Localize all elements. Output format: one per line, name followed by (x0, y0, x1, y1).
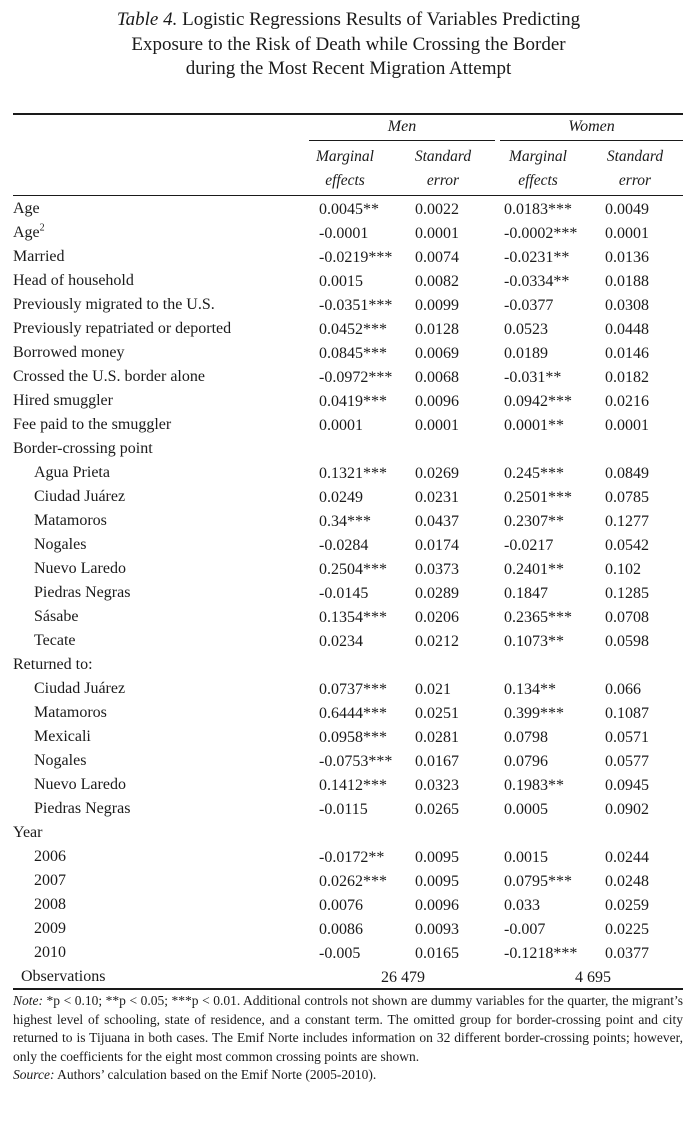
men-standard-error: 0.021 (415, 681, 451, 698)
men-standard-error: 0.0001 (415, 417, 459, 434)
men-marginal-effect: -0.0219*** (319, 249, 393, 266)
section-heading-row (13, 437, 683, 461)
women-standard-error: 0.0902 (605, 801, 649, 818)
table-row (13, 701, 683, 725)
men-group-header: Men (387, 118, 417, 135)
men-standard-error: 0.0251 (415, 705, 459, 722)
women-marginal-effect: 0.1847 (504, 585, 548, 602)
section-heading-row (13, 821, 683, 845)
table-title (0, 8, 697, 82)
men-standard-error: 0.0068 (415, 369, 459, 386)
men-marginal-effect: 0.1412*** (319, 777, 387, 794)
row-label: Tecate (34, 632, 76, 649)
men-standard-error: 0.0212 (415, 633, 459, 650)
row-label: Nogales (34, 752, 87, 769)
women-standard-error: 0.0785 (605, 489, 649, 506)
men-marginal-effect: -0.0001 (319, 225, 369, 242)
women-marginal-header: Marginal effects (509, 148, 567, 189)
row-label: Matamoros (34, 704, 107, 721)
men-marginal-effect: 0.0452*** (319, 321, 387, 338)
table-row (13, 917, 683, 941)
table-row (13, 389, 683, 413)
women-standard-error: 0.0001 (605, 417, 649, 434)
source-paragraph: Source: Authors’ calculation based on the Emif Norte (2005-2010). (13, 1067, 377, 1083)
men-marginal-effect: 0.34*** (319, 513, 371, 530)
women-marginal-effect: 0.0796 (504, 753, 548, 770)
row-label: Returned to: (13, 656, 93, 673)
table-row (13, 629, 683, 653)
title-line-2: Exposure to the Risk of Death while Crossing the Border (131, 33, 566, 55)
women-observations: 4 695 (575, 969, 611, 986)
bottom-rule (13, 988, 683, 990)
women-marginal-effect: 0.0189 (504, 345, 548, 362)
table-row (13, 245, 683, 269)
women-standard-error: 0.0182 (605, 369, 649, 386)
row-label: Nuevo Laredo (34, 560, 126, 577)
women-marginal-effect: 0.2501*** (504, 489, 572, 506)
men-marginal-effect: 0.1321*** (319, 465, 387, 482)
men-marginal-effect: 0.0015 (319, 273, 363, 290)
women-marginal-effect: 0.134** (504, 681, 556, 698)
men-standard-error: 0.0289 (415, 585, 459, 602)
men-marginal-effect: 0.0086 (319, 921, 363, 938)
men-standard-error: 0.0095 (415, 873, 459, 890)
men-standard-error: 0.0099 (415, 297, 459, 314)
women-standard-error: 0.066 (605, 681, 641, 698)
row-label: Borrowed money (13, 344, 125, 361)
women-standard-error: 0.1277 (605, 513, 649, 530)
men-marginal-effect: -0.0115 (319, 801, 368, 818)
men-marginal-effect: 0.2504*** (319, 561, 387, 578)
women-marginal-effect: 0.0795*** (504, 873, 572, 890)
top-rule (13, 113, 683, 115)
table-row (13, 941, 683, 965)
row-label: Mexicali (34, 728, 91, 745)
row-label: Ciudad Juárez (34, 488, 126, 505)
women-marginal-effect: 0.0183*** (504, 201, 572, 218)
women-standard-error: 0.0571 (605, 729, 649, 746)
row-label: Previously repatriated or deported (13, 320, 232, 337)
table-row (13, 725, 683, 749)
women-marginal-effect: -0.0002*** (504, 225, 578, 242)
women-marginal-effect: 0.0523 (504, 321, 548, 338)
women-marginal-effect: 0.245*** (504, 465, 564, 482)
title-line-3: during the Most Recent Migration Attempt (185, 58, 512, 79)
men-marginal-effect: 0.0419*** (319, 393, 387, 410)
row-label: Piedras Negras (34, 800, 131, 817)
row-label: Previously migrated to the U.S. (13, 296, 215, 313)
table-row (13, 317, 683, 341)
row-label: Ciudad Juárez (34, 680, 126, 697)
table-row (13, 413, 683, 437)
women-marginal-effect: -0.1218*** (504, 945, 578, 962)
women-standard-error: 0.0244 (605, 849, 649, 866)
row-label: Piedras Negras (34, 584, 131, 601)
men-marginal-effect: -0.0172** (319, 849, 385, 866)
men-marginal-effect: 0.0045** (319, 201, 379, 218)
row-label: Agua Prieta (34, 464, 110, 481)
men-standard-error: 0.0231 (415, 489, 459, 506)
men-marginal-header: Marginal effects (316, 148, 374, 189)
men-standard-error: 0.0096 (415, 897, 459, 914)
men-standard-error: 0.0022 (415, 201, 459, 218)
men-standard-error: 0.0074 (415, 249, 459, 266)
women-marginal-effect: 0.399*** (504, 705, 564, 722)
table-row (13, 749, 683, 773)
men-standard-error: 0.0069 (415, 345, 459, 362)
women-standard-error: 0.0542 (605, 537, 649, 554)
women-marginal-effect: 0.2401** (504, 561, 564, 578)
table-row (13, 293, 683, 317)
row-label: Age (13, 200, 40, 217)
women-standard-error: 0.0049 (605, 201, 649, 218)
table-label: Table 4. (116, 9, 178, 30)
men-standard-error: 0.0095 (415, 849, 459, 866)
women-marginal-effect: 0.0942*** (504, 393, 572, 410)
men-standard-error: 0.0093 (415, 921, 459, 938)
women-marginal-effect: 0.2307** (504, 513, 564, 530)
women-marginal-effect: -0.0217 (504, 537, 554, 554)
men-marginal-effect: -0.0351*** (319, 297, 393, 314)
men-marginal-effect: 0.1354*** (319, 609, 387, 626)
title-line-1: Logistic Regressions Results of Variables Predicting (182, 9, 581, 30)
table-row (13, 461, 683, 485)
women-standard-error: 0.0377 (605, 945, 649, 962)
women-standard-error: 0.102 (605, 561, 641, 578)
men-marginal-effect: -0.005 (319, 945, 361, 962)
men-marginal-effect: -0.0145 (319, 585, 369, 602)
table-row (13, 677, 683, 701)
women-standard-error: 0.0216 (605, 393, 649, 410)
table-row (13, 197, 683, 221)
row-label: Married (13, 248, 65, 265)
men-marginal-effect: 0.0249 (319, 489, 363, 506)
row-label: 2010 (34, 944, 66, 961)
men-marginal-effect: 0.0001 (319, 417, 363, 434)
men-marginal-effect: 0.0845*** (319, 345, 387, 362)
table-notes (13, 992, 683, 1085)
women-standard-error: 0.0259 (605, 897, 649, 914)
women-standard-error: 0.0708 (605, 609, 649, 626)
men-standard-error: 0.0323 (415, 777, 459, 794)
men-marginal-effect: 0.0076 (319, 897, 363, 914)
men-marginal-effect: 0.0737*** (319, 681, 387, 698)
row-label: Nuevo Laredo (34, 776, 126, 793)
women-marginal-effect: 0.033 (504, 897, 540, 914)
women-marginal-effect: -0.0377 (504, 297, 554, 314)
table-row (13, 509, 683, 533)
row-label: 2008 (34, 896, 66, 913)
men-marginal-effect: -0.0284 (319, 537, 369, 554)
women-standard-error: 0.0248 (605, 873, 649, 890)
men-standard-error: 0.0373 (415, 561, 459, 578)
women-standard-error: 0.0849 (605, 465, 649, 482)
women-standard-error: 0.0225 (605, 921, 649, 938)
men-marginal-effect: 0.0262*** (319, 873, 387, 890)
table-row (13, 557, 683, 581)
row-label: Year (13, 824, 43, 841)
men-standard-error: 0.0167 (415, 753, 459, 770)
women-standard-error: 0.1285 (605, 585, 649, 602)
men-marginal-effect: 0.6444*** (319, 705, 387, 722)
men-standard-error: 0.0001 (415, 225, 459, 242)
men-marginal-effect: 0.0234 (319, 633, 363, 650)
row-label: 2007 (34, 872, 66, 889)
table-row (13, 893, 683, 917)
women-marginal-effect: 0.0015 (504, 849, 548, 866)
women-standard-error: 0.0577 (605, 753, 649, 770)
women-marginal-effect: -0.0231** (504, 249, 570, 266)
women-standard-error: 0.0188 (605, 273, 649, 290)
men-standard-error: 0.0269 (415, 465, 459, 482)
men-marginal-effect: 0.0958*** (319, 729, 387, 746)
women-standard-error: 0.0945 (605, 777, 649, 794)
women-standard-error: 0.0308 (605, 297, 649, 314)
row-label: Hired smuggler (13, 392, 113, 409)
table-row (13, 773, 683, 797)
table-row (13, 485, 683, 509)
table-row (13, 341, 683, 365)
row-label: Sásabe (34, 608, 79, 625)
women-standard-error: 0.1087 (605, 705, 649, 722)
men-standard-error: 0.0174 (415, 537, 459, 554)
row-label: Age$^2$ (13, 222, 45, 241)
men-standard-error: 0.0165 (415, 945, 459, 962)
row-label: Fee paid to the smuggler (13, 416, 172, 433)
women-standard-error: 0.0598 (605, 633, 649, 650)
women-standard-error: 0.0001 (605, 225, 649, 242)
women-stderr-header: Standard error (606, 148, 664, 189)
women-group-header: Women (568, 118, 615, 135)
women-marginal-effect: -0.007 (504, 921, 546, 938)
women-marginal-effect: 0.2365*** (504, 609, 572, 626)
table-row (13, 221, 683, 245)
women-marginal-effect: 0.0798 (504, 729, 548, 746)
row-label: Crossed the U.S. border alone (13, 368, 205, 385)
row-label: Nogales (34, 536, 87, 553)
header-rule (13, 195, 683, 196)
women-marginal-effect: 0.1983** (504, 777, 564, 794)
men-marginal-effect: -0.0972*** (319, 369, 393, 386)
women-marginal-effect: -0.031** (504, 369, 562, 386)
table-row (13, 581, 683, 605)
women-marginal-effect: 0.1073** (504, 633, 564, 650)
table-row (13, 845, 683, 869)
men-standard-error: 0.0128 (415, 321, 459, 338)
men-standard-error: 0.0265 (415, 801, 459, 818)
men-standard-error: 0.0437 (415, 513, 459, 530)
section-heading-row (13, 653, 683, 677)
table-row (13, 533, 683, 557)
men-group-rule (309, 140, 495, 141)
men-standard-error: 0.0206 (415, 609, 459, 626)
observations-label: Observations (21, 968, 106, 985)
women-marginal-effect: 0.0005 (504, 801, 548, 818)
women-group-rule (500, 140, 683, 141)
women-marginal-effect: 0.0001** (504, 417, 564, 434)
row-label: 2006 (34, 848, 66, 865)
row-label: 2009 (34, 920, 66, 937)
men-observations: 26 479 (381, 969, 425, 986)
table-row (13, 869, 683, 893)
note-paragraph: Note: *p < 0.10; **p < 0.05; ***p < 0.01. Additional controls not shown are dummy variables for the quarter, the migrant’s highest level of schooling, state of residence, and a constant term. The omitted group for border-crossing point and city returned to is Tijuana in both cases. The Emif Norte includes information on 32 different border-crossing points; however, only the coefficients for the eight most common crossing points are shown. (13, 993, 683, 1064)
men-standard-error: 0.0096 (415, 393, 459, 410)
women-standard-error: 0.0136 (605, 249, 649, 266)
table-row (13, 797, 683, 821)
men-standard-error: 0.0082 (415, 273, 459, 290)
results-table (13, 197, 683, 989)
table-row (13, 605, 683, 629)
row-label: Head of household (13, 272, 134, 289)
men-marginal-effect: -0.0753*** (319, 753, 393, 770)
table-row (13, 269, 683, 293)
row-label: Border-crossing point (13, 440, 153, 457)
men-stderr-header: Standard error (414, 148, 472, 189)
women-marginal-effect: -0.0334** (504, 273, 570, 290)
women-standard-error: 0.0146 (605, 345, 649, 362)
observations-row (13, 965, 683, 989)
table-row (13, 365, 683, 389)
women-standard-error: 0.0448 (605, 321, 649, 338)
men-standard-error: 0.0281 (415, 729, 459, 746)
row-label: Matamoros (34, 512, 107, 529)
